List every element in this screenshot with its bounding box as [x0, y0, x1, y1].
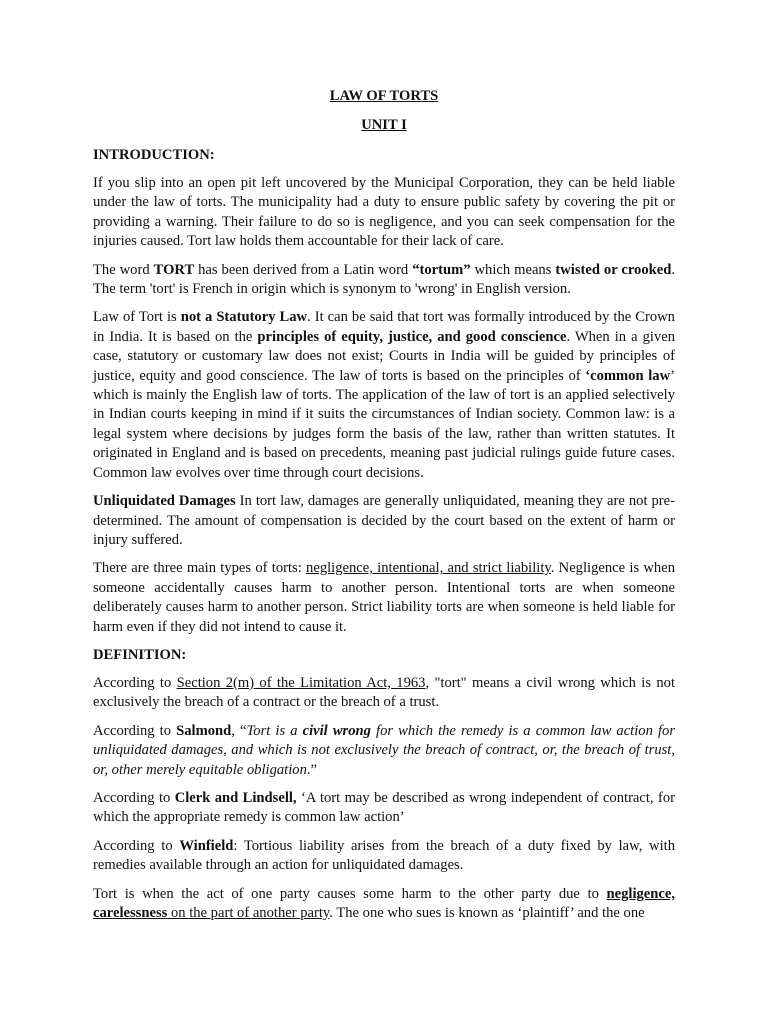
text-run: . When in a given case, statutory or customary law does not exist; Courts in India will be guided by principles of justice, equity and good conscience. The law of torts is based on the principles of	[93, 328, 676, 384]
text-run: , "tort" means a civil wrong which is not exclusively the breach of a contract or the breach of a trust.	[93, 674, 675, 711]
salmond-quote-rest: for which the remedy is a common law action for unliquidated damages, and which is not exclusively the breach of contract, or, the breach of trust, or, other merely equitable obligation	[93, 722, 675, 778]
text-run: . The one who sues is known as ‘plaintiff’ and the one	[329, 905, 645, 921]
term-principles: principles of equity, justice, and good conscience	[257, 328, 567, 345]
definition-paragraph-3	[93, 789, 675, 828]
term-not-statutory-law: not a Statutory Law	[180, 309, 308, 326]
salmond-quote-start: Tort is a	[246, 722, 303, 739]
author-clerk-lindsell: Clerk and Lindsell,	[174, 789, 297, 806]
term-tort: TORT	[153, 261, 195, 278]
document-body	[93, 146, 675, 932]
term-tortum: “tortum”	[412, 261, 471, 278]
definition-paragraph-2	[93, 722, 675, 780]
term-unliquidated-damages: Unliquidated Damages	[93, 493, 236, 510]
text-run: The word	[93, 261, 154, 278]
text-run: Tort is when the act of one party causes some harm to the other party due to	[93, 885, 607, 902]
definition-paragraph-5	[93, 885, 675, 924]
text-run: which means	[470, 261, 556, 278]
author-salmond: Salmond	[176, 722, 232, 739]
intro-paragraph-3	[93, 308, 675, 483]
text-run: : Tortious liability arises from the breach of a duty fixed by law, with remedies available through an action for unliquidated damages.	[93, 837, 675, 874]
intro-paragraph-1: If you slip into an open pit left uncovered by the Municipal Corporation, they can be held liable under the law of torts. The municipality had a duty to ensure public safety by covering the pit or providing a warning. Their failure to do so is negligence, and you can seek compensation for the injuries caused. Tort law holds them accountable for their lack of care.	[93, 175, 675, 250]
term-civil-wrong: civil wrong	[302, 722, 371, 739]
text-run: . Negligence is when someone accidentally causes harm to another person. Intentional torts are when someone deliberately causes harm to another person. Strict liability torts are when someone is held liable for harm even if they did not intend to cause it.	[93, 560, 675, 635]
text-run: . It can be said that tort was formally introduced by the Crown in India. It is based on the	[93, 309, 675, 345]
text-run: According to	[93, 837, 180, 854]
intro-paragraph-4	[93, 492, 675, 550]
types-of-torts: negligence, intentional, and strict liability	[306, 560, 551, 577]
text-run: ‘A tort may be described as wrong independent of contract, for which the appropriate remedy is common law action’	[93, 789, 675, 826]
term-common-law: ‘common law	[585, 367, 671, 384]
text-run: In tort law, damages are generally unliquidated, meaning they are not pre-determined. The amount of compensation is decided by the court based on the extent of harm or injury suffered.	[93, 493, 676, 548]
text-run: There are three main types of torts:	[93, 560, 307, 577]
definition-paragraph-1	[93, 674, 675, 713]
term-negligence-carelessness: negligence, carelessness	[93, 885, 675, 921]
text-run: Law of Tort is	[93, 309, 181, 326]
definition-heading: DEFINITION:	[93, 646, 187, 663]
text-run: , “	[231, 722, 247, 739]
text-run: According to	[93, 674, 177, 691]
text-run: .”	[306, 761, 318, 778]
text-run: According to	[93, 789, 175, 806]
limitation-act-reference: Section 2(m) of the Limitation Act, 1963	[176, 674, 426, 691]
unit-heading: UNIT I	[361, 117, 407, 133]
intro-paragraph-5	[93, 559, 675, 637]
definition-paragraph-4	[93, 837, 675, 876]
author-winfield: Winfield	[179, 837, 234, 854]
text-run: has been derived from a Latin word	[194, 261, 413, 278]
intro-paragraph-2	[93, 261, 675, 300]
introduction-heading: INTRODUCTION:	[93, 147, 215, 163]
text-run: According to	[93, 722, 177, 739]
text-run: ’ which is mainly the English law of torts. The application of the law of tort is an applied selectively in Indian courts keeping in mind if it suits the circumstances of Indian society. Common law: is a legal system where decisions by judges form the basis of the law, rather than written statutes. It originated in England and is based on precedents, meaning past judicial rulings guide future cases. Common law evolves over time through court decisions.	[93, 367, 675, 481]
document-title: LAW OF TORTS	[329, 88, 439, 104]
text-run: . The term 'tort' is French in origin which is synonym to 'wrong' in English version.	[93, 261, 676, 298]
term-twisted-or-crooked: twisted or crooked	[555, 261, 672, 278]
another-party-phrase: on the part of another party	[167, 905, 330, 921]
